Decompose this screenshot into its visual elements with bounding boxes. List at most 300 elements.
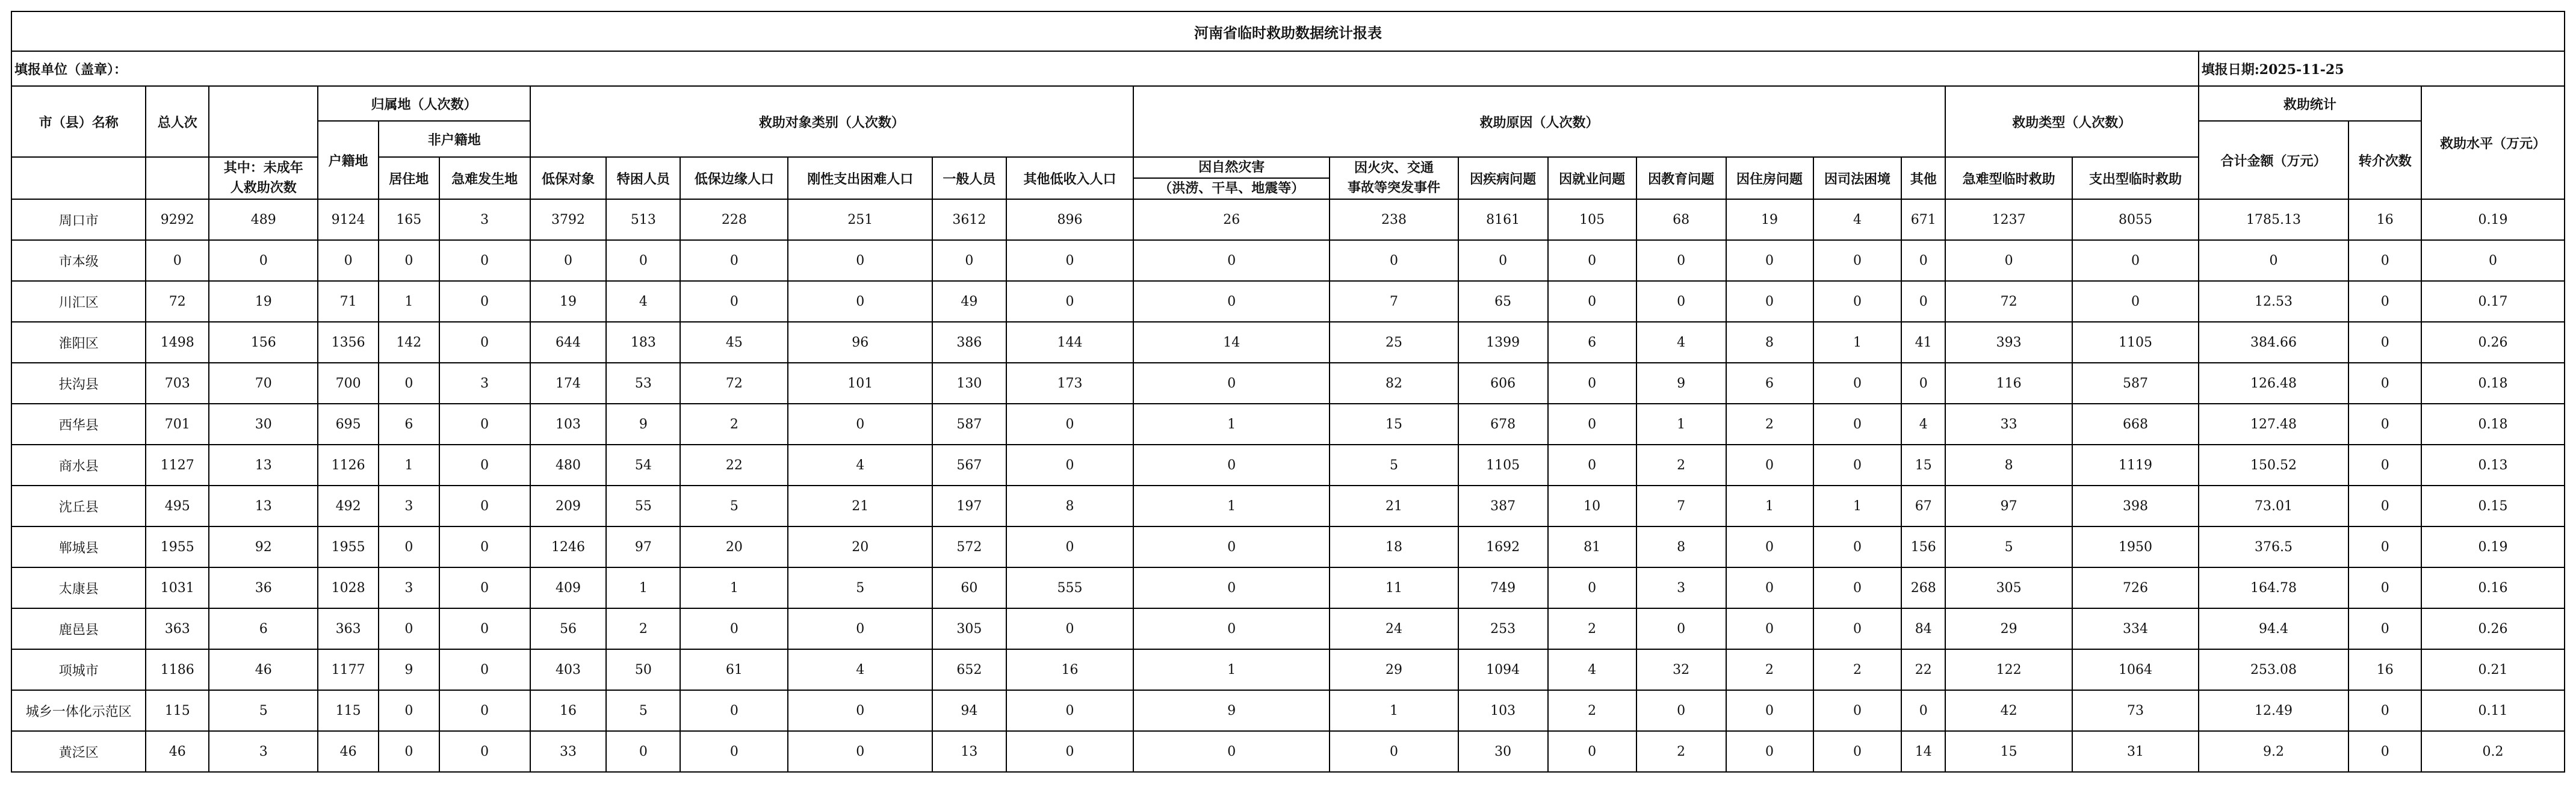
table-cell: 668 — [2072, 404, 2198, 445]
table-cell: 5 — [209, 690, 318, 731]
table-cell: 14 — [1901, 731, 1945, 772]
table-cell: 1 — [1330, 690, 1458, 731]
table-cell: 173 — [1006, 363, 1133, 404]
table-cell: 9 — [1133, 690, 1330, 731]
table-cell: 0 — [2348, 240, 2421, 281]
row-name: 太康县 — [11, 567, 146, 608]
table-cell: 363 — [318, 608, 379, 649]
table-cell: 0 — [1813, 526, 1902, 567]
table-cell: 0 — [439, 240, 530, 281]
table-cell: 238 — [1330, 199, 1458, 240]
table-cell: 1 — [379, 445, 439, 486]
table-cell: 209 — [530, 486, 607, 526]
header-jinan: 急难发生地 — [439, 157, 530, 199]
statistics-report-table — [11, 11, 2565, 773]
table-cell: 0.16 — [2421, 567, 2565, 608]
table-cell: 0 — [379, 240, 439, 281]
table-cell: 0.19 — [2421, 199, 2565, 240]
table-cell: 0 — [788, 281, 932, 322]
row-name: 川汇区 — [11, 281, 146, 322]
table-cell: 701 — [146, 404, 209, 445]
table-cell: 0 — [1813, 731, 1902, 772]
table-cell: 0 — [1006, 404, 1133, 445]
table-cell: 29 — [1945, 608, 2072, 649]
table-cell: 0 — [1548, 240, 1636, 281]
table-cell: 0 — [1548, 281, 1636, 322]
table-cell: 0 — [1901, 363, 1945, 404]
report-body — [11, 199, 2565, 772]
table-cell: 0 — [788, 690, 932, 731]
fill-date-label: 填报日期:2025-11-25 — [2199, 51, 2565, 86]
table-cell: 174 — [530, 363, 607, 404]
table-cell: 1950 — [2072, 526, 2198, 567]
table-cell: 32 — [1636, 649, 1726, 690]
header-cat-tekun: 特困人员 — [606, 157, 680, 199]
table-cell: 183 — [606, 322, 680, 363]
table-cell: 403 — [530, 649, 607, 690]
table-cell: 31 — [2072, 731, 2198, 772]
table-cell: 72 — [680, 363, 788, 404]
table-cell: 2 — [1636, 445, 1726, 486]
table-cell: 1237 — [1945, 199, 2072, 240]
table-cell: 0.18 — [2421, 363, 2565, 404]
table-row — [11, 199, 2565, 240]
table-cell: 115 — [318, 690, 379, 731]
table-cell: 0 — [1006, 240, 1133, 281]
table-cell: 0 — [1813, 404, 1902, 445]
table-cell: 1 — [1813, 486, 1902, 526]
table-cell: 0 — [530, 240, 607, 281]
table-cell: 0 — [680, 731, 788, 772]
table-cell: 96 — [788, 322, 932, 363]
header-city-placeholder — [11, 157, 146, 199]
table-cell: 9 — [606, 404, 680, 445]
table-cell: 703 — [146, 363, 209, 404]
table-cell: 409 — [530, 567, 607, 608]
table-cell: 1 — [1726, 486, 1813, 526]
table-row — [11, 363, 2565, 404]
table-cell: 1955 — [146, 526, 209, 567]
table-cell: 0.19 — [2421, 526, 2565, 567]
table-cell: 0 — [439, 445, 530, 486]
table-cell: 15 — [1945, 731, 2072, 772]
table-cell: 0 — [1133, 445, 1330, 486]
table-cell: 3792 — [530, 199, 607, 240]
table-cell: 513 — [606, 199, 680, 240]
table-cell: 587 — [2072, 363, 2198, 404]
table-row — [11, 404, 2565, 445]
table-cell: 29 — [1330, 649, 1458, 690]
table-cell: 0 — [439, 281, 530, 322]
table-cell: 492 — [318, 486, 379, 526]
table-cell: 5 — [1945, 526, 2072, 567]
table-cell: 150.52 — [2199, 445, 2349, 486]
table-cell: 0 — [1330, 731, 1458, 772]
table-cell: 0 — [680, 281, 788, 322]
table-cell: 4 — [606, 281, 680, 322]
table-cell: 0.21 — [2421, 649, 2565, 690]
table-cell: 0 — [1726, 731, 1813, 772]
table-cell: 5 — [1330, 445, 1458, 486]
table-cell: 7 — [1330, 281, 1458, 322]
table-cell: 387 — [1458, 486, 1548, 526]
header-huji: 户籍地 — [318, 121, 379, 199]
row-name: 黄泛区 — [11, 731, 146, 772]
table-cell: 0.26 — [2421, 322, 2565, 363]
header-city: 市（县）名称 — [11, 86, 146, 157]
table-cell: 0 — [1548, 363, 1636, 404]
table-cell: 144 — [1006, 322, 1133, 363]
table-cell: 56 — [530, 608, 607, 649]
table-cell: 94.4 — [2199, 608, 2349, 649]
header-reason-fire: 因火灾、交通 事故等突发事件 — [1330, 157, 1458, 199]
table-cell: 1692 — [1458, 526, 1548, 567]
table-cell: 8 — [1636, 526, 1726, 567]
table-cell: 0 — [2199, 240, 2349, 281]
table-cell: 13 — [209, 445, 318, 486]
table-cell: 0 — [379, 526, 439, 567]
table-cell: 268 — [1901, 567, 1945, 608]
table-cell: 72 — [146, 281, 209, 322]
header-non-huji: 非户籍地 — [379, 121, 530, 157]
table-cell: 0 — [379, 731, 439, 772]
header-level: 救助水平（万元） — [2421, 86, 2565, 199]
table-cell: 0 — [788, 731, 932, 772]
table-cell: 30 — [1458, 731, 1548, 772]
table-cell: 0 — [2348, 690, 2421, 731]
table-cell: 587 — [932, 404, 1006, 445]
table-cell: 8161 — [1458, 199, 1548, 240]
table-cell: 9.2 — [2199, 731, 2349, 772]
table-cell: 0 — [439, 567, 530, 608]
table-cell: 92 — [209, 526, 318, 567]
table-cell: 142 — [379, 322, 439, 363]
table-cell: 0 — [2072, 240, 2198, 281]
table-row — [11, 731, 2565, 772]
table-cell: 2 — [1548, 608, 1636, 649]
table-cell: 21 — [788, 486, 932, 526]
table-cell: 0 — [2348, 731, 2421, 772]
table-cell: 0 — [2421, 240, 2565, 281]
table-cell: 0 — [1006, 526, 1133, 567]
table-cell: 12.49 — [2199, 690, 2349, 731]
table-cell: 13 — [932, 731, 1006, 772]
table-cell: 165 — [379, 199, 439, 240]
table-cell: 18 — [1330, 526, 1458, 567]
table-cell: 2 — [1813, 649, 1902, 690]
table-row — [11, 608, 2565, 649]
table-cell: 0 — [1548, 404, 1636, 445]
table-cell: 71 — [318, 281, 379, 322]
table-cell: 0 — [439, 404, 530, 445]
header-cat-bianyuan: 低保边缘人口 — [680, 157, 788, 199]
table-cell: 0 — [1133, 731, 1330, 772]
table-cell: 16 — [2348, 199, 2421, 240]
table-cell: 61 — [680, 649, 788, 690]
table-cell: 33 — [1945, 404, 2072, 445]
table-cell: 0 — [1006, 445, 1133, 486]
table-cell: 0 — [1813, 445, 1902, 486]
table-cell: 4 — [1813, 199, 1902, 240]
table-cell: 0 — [1726, 567, 1813, 608]
table-cell: 6 — [1548, 322, 1636, 363]
table-cell: 398 — [2072, 486, 2198, 526]
table-cell: 8 — [1945, 445, 2072, 486]
header-cat-other-low: 其他低收入人口 — [1006, 157, 1133, 199]
table-cell: 0 — [318, 240, 379, 281]
table-cell: 20 — [788, 526, 932, 567]
table-cell: 0 — [1901, 240, 1945, 281]
table-cell: 0 — [1133, 281, 1330, 322]
table-cell: 8 — [1726, 322, 1813, 363]
table-cell: 606 — [1458, 363, 1548, 404]
table-cell: 0.13 — [2421, 445, 2565, 486]
table-cell: 0 — [1006, 608, 1133, 649]
header-reason-judicial: 因司法困境 — [1813, 157, 1902, 199]
table-cell: 19 — [1726, 199, 1813, 240]
table-cell: 0 — [1726, 608, 1813, 649]
header-minor-spacer — [209, 86, 318, 157]
table-cell: 0 — [2348, 486, 2421, 526]
table-cell: 376.5 — [2199, 526, 2349, 567]
header-juzhu: 居住地 — [379, 157, 439, 199]
table-cell: 0 — [606, 731, 680, 772]
table-cell: 97 — [1945, 486, 2072, 526]
table-cell: 30 — [209, 404, 318, 445]
table-cell: 20 — [680, 526, 788, 567]
table-cell: 126.48 — [2199, 363, 2349, 404]
table-cell: 1119 — [2072, 445, 2198, 486]
table-cell: 13 — [209, 486, 318, 526]
header-reason-employment: 因就业问题 — [1548, 157, 1636, 199]
table-cell: 8 — [1006, 486, 1133, 526]
table-cell: 0 — [788, 240, 932, 281]
row-name: 城乡一体化示范区 — [11, 690, 146, 731]
table-cell: 101 — [788, 363, 932, 404]
table-cell: 251 — [788, 199, 932, 240]
table-cell: 0 — [379, 608, 439, 649]
table-cell: 15 — [1901, 445, 1945, 486]
table-cell: 0 — [1813, 281, 1902, 322]
table-cell: 0 — [1006, 690, 1133, 731]
table-cell: 0 — [379, 363, 439, 404]
table-cell: 3 — [439, 199, 530, 240]
header-total: 总人次 — [146, 86, 209, 157]
table-cell: 678 — [1458, 404, 1548, 445]
table-cell: 1 — [1813, 322, 1902, 363]
table-cell: 82 — [1330, 363, 1458, 404]
table-cell: 2 — [1636, 731, 1726, 772]
table-cell: 156 — [1901, 526, 1945, 567]
table-cell: 0 — [1813, 567, 1902, 608]
table-cell: 8055 — [2072, 199, 2198, 240]
table-cell: 0 — [2348, 281, 2421, 322]
table-cell: 0 — [439, 690, 530, 731]
table-cell: 700 — [318, 363, 379, 404]
table-cell: 4 — [788, 445, 932, 486]
row-name: 西华县 — [11, 404, 146, 445]
table-cell: 0 — [439, 608, 530, 649]
table-cell: 0 — [1813, 608, 1902, 649]
table-cell: 495 — [146, 486, 209, 526]
table-cell: 4 — [1901, 404, 1945, 445]
table-cell: 5 — [788, 567, 932, 608]
header-reason-education: 因教育问题 — [1636, 157, 1726, 199]
table-cell: 0 — [2348, 363, 2421, 404]
table-row — [11, 690, 2565, 731]
table-cell: 45 — [680, 322, 788, 363]
table-cell: 253 — [1458, 608, 1548, 649]
table-cell: 0 — [1133, 526, 1330, 567]
table-cell: 84 — [1901, 608, 1945, 649]
table-cell: 671 — [1901, 199, 1945, 240]
table-cell: 0 — [1813, 690, 1902, 731]
header-minor: 其中：未成年 人救助次数 — [209, 157, 318, 199]
table-cell: 73.01 — [2199, 486, 2349, 526]
table-cell: 305 — [932, 608, 1006, 649]
table-cell: 695 — [318, 404, 379, 445]
table-row — [11, 567, 2565, 608]
table-cell: 105 — [1548, 199, 1636, 240]
table-cell: 16 — [1006, 649, 1133, 690]
table-cell: 6 — [379, 404, 439, 445]
row-name: 周口市 — [11, 199, 146, 240]
table-cell: 0 — [932, 240, 1006, 281]
table-cell: 4 — [1636, 322, 1726, 363]
row-name: 沈丘县 — [11, 486, 146, 526]
table-row — [11, 281, 2565, 322]
table-cell: 0 — [146, 240, 209, 281]
table-cell: 896 — [1006, 199, 1133, 240]
table-cell: 24 — [1330, 608, 1458, 649]
table-cell: 1 — [379, 281, 439, 322]
table-cell: 0 — [1006, 731, 1133, 772]
header-type-group: 救助类型（人次数） — [1945, 86, 2199, 157]
table-cell: 1955 — [318, 526, 379, 567]
table-cell: 49 — [932, 281, 1006, 322]
table-cell: 644 — [530, 322, 607, 363]
table-cell: 1177 — [318, 649, 379, 690]
table-cell: 115 — [146, 690, 209, 731]
table-cell: 3 — [1636, 567, 1726, 608]
table-cell: 1105 — [2072, 322, 2198, 363]
table-cell: 0 — [1636, 281, 1726, 322]
table-cell: 11 — [1330, 567, 1458, 608]
table-cell: 5 — [606, 690, 680, 731]
table-cell: 555 — [1006, 567, 1133, 608]
header-cat-dibao: 低保对象 — [530, 157, 607, 199]
table-cell: 0 — [439, 649, 530, 690]
table-cell: 0 — [379, 690, 439, 731]
table-cell: 2 — [1726, 404, 1813, 445]
table-cell: 36 — [209, 567, 318, 608]
table-cell: 0.15 — [2421, 486, 2565, 526]
table-cell: 0.18 — [2421, 404, 2565, 445]
table-cell: 122 — [1945, 649, 2072, 690]
table-cell: 46 — [318, 731, 379, 772]
table-cell: 127.48 — [2199, 404, 2349, 445]
table-row — [11, 526, 2565, 567]
header-stat-amount: 合计金额（万元） — [2199, 121, 2349, 199]
table-cell: 1 — [606, 567, 680, 608]
table-cell: 97 — [606, 526, 680, 567]
table-cell: 0 — [788, 404, 932, 445]
table-cell: 116 — [1945, 363, 2072, 404]
table-cell: 0 — [1636, 690, 1726, 731]
header-reason-illness: 因疾病问题 — [1458, 157, 1548, 199]
table-cell: 1246 — [530, 526, 607, 567]
table-cell: 0 — [439, 486, 530, 526]
table-cell: 0.17 — [2421, 281, 2565, 322]
table-cell: 73 — [2072, 690, 2198, 731]
table-row — [11, 322, 2565, 363]
row-name: 鹿邑县 — [11, 608, 146, 649]
table-cell: 0 — [209, 240, 318, 281]
table-cell: 3 — [209, 731, 318, 772]
table-cell: 0.11 — [2421, 690, 2565, 731]
report-title: 河南省临时救助数据统计报表 — [11, 11, 2565, 51]
table-cell: 393 — [1945, 322, 2072, 363]
table-cell: 9 — [1636, 363, 1726, 404]
table-cell: 60 — [932, 567, 1006, 608]
table-cell: 726 — [2072, 567, 2198, 608]
table-cell: 480 — [530, 445, 607, 486]
table-cell: 6 — [1726, 363, 1813, 404]
table-cell: 0 — [680, 240, 788, 281]
table-cell: 1356 — [318, 322, 379, 363]
table-cell: 0 — [439, 526, 530, 567]
table-cell: 0 — [1133, 240, 1330, 281]
table-cell: 1127 — [146, 445, 209, 486]
table-cell: 0 — [788, 608, 932, 649]
table-cell: 567 — [932, 445, 1006, 486]
table-cell: 4 — [1548, 649, 1636, 690]
table-cell: 0 — [1458, 240, 1548, 281]
table-cell: 0 — [1726, 690, 1813, 731]
header-total-placeholder — [146, 157, 209, 199]
table-cell: 1031 — [146, 567, 209, 608]
table-cell: 0 — [2348, 526, 2421, 567]
table-cell: 0 — [1726, 240, 1813, 281]
table-cell: 0 — [606, 240, 680, 281]
table-cell: 0 — [1548, 567, 1636, 608]
table-cell: 0.26 — [2421, 608, 2565, 649]
header-cat-yiban: 一般人员 — [932, 157, 1006, 199]
table-cell: 5 — [680, 486, 788, 526]
table-cell: 0 — [439, 731, 530, 772]
table-cell: 15 — [1330, 404, 1458, 445]
table-cell: 54 — [606, 445, 680, 486]
table-cell: 228 — [680, 199, 788, 240]
table-cell: 0 — [1133, 363, 1330, 404]
table-cell: 53 — [606, 363, 680, 404]
table-cell: 0 — [1133, 567, 1330, 608]
table-cell: 1 — [1636, 404, 1726, 445]
table-cell: 94 — [932, 690, 1006, 731]
table-cell: 70 — [209, 363, 318, 404]
table-cell: 0 — [1636, 608, 1726, 649]
table-cell: 0 — [2348, 445, 2421, 486]
header-cat-gangxing: 刚性支出困难人口 — [788, 157, 932, 199]
table-cell: 14 — [1133, 322, 1330, 363]
table-cell: 0 — [680, 608, 788, 649]
table-cell: 2 — [680, 404, 788, 445]
table-cell: 19 — [209, 281, 318, 322]
table-cell: 46 — [146, 731, 209, 772]
header-reason-disaster: 因自然灾害 （洪涝、干旱、地震等） — [1133, 157, 1330, 199]
table-cell: 0 — [1636, 240, 1726, 281]
table-cell: 9124 — [318, 199, 379, 240]
